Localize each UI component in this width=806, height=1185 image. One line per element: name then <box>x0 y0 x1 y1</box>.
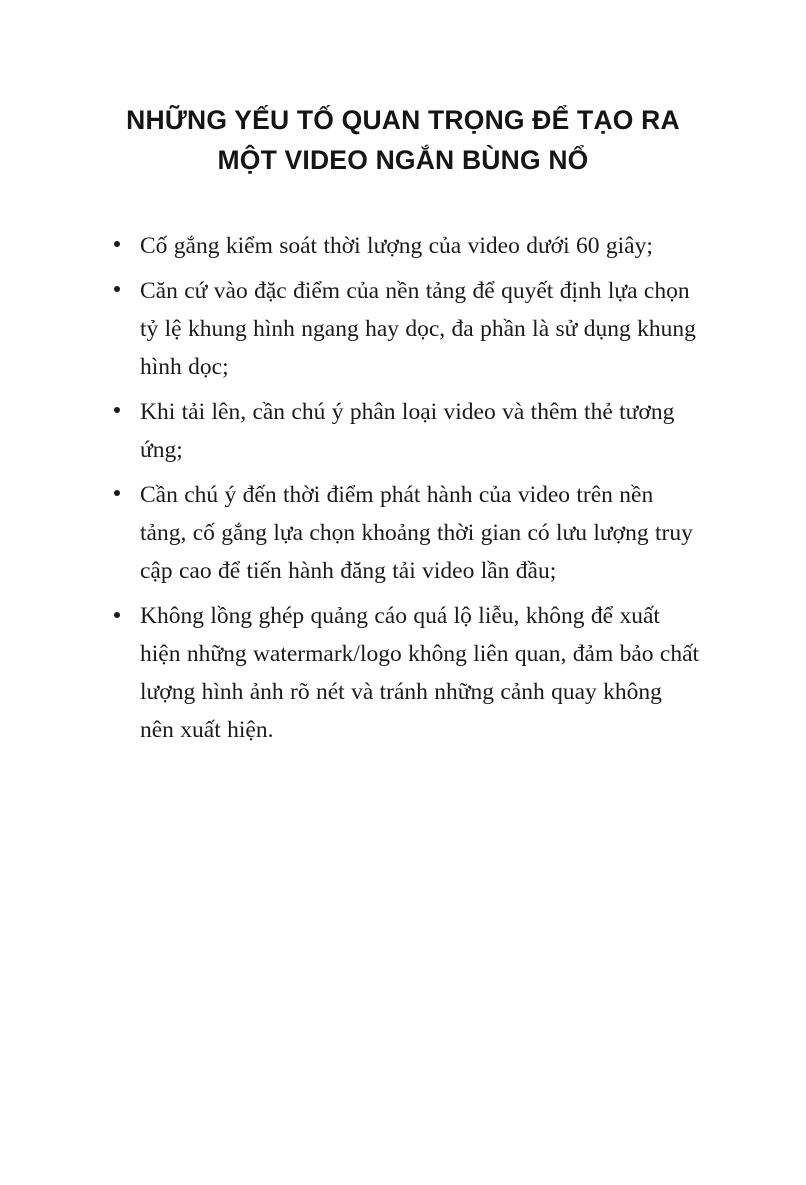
list-item <box>106 227 700 265</box>
bullet-dot-icon <box>114 612 120 618</box>
list-item-text: Cần chú ý đến thời điểm phát hành của video trên nền tảng, cố gắng lựa chọn khoảng thời gian có lưu lượng truy cập cao để tiến hành đăng tải video lần đầu; <box>140 481 693 585</box>
list-item <box>106 272 700 386</box>
bullet-dot-icon <box>114 490 120 496</box>
list-item-text: Khi tải lên, cần chú ý phân loại video và thêm thẻ tương ứng; <box>140 398 675 463</box>
list-item <box>106 393 700 469</box>
page-title-line-1: NHỮNG YẾU TỐ QUAN TRỌNG ĐỂ TẠO RA <box>126 105 680 135</box>
bullet-list <box>106 227 700 750</box>
list-item-text: Cố gắng kiểm soát thời lượng của video dưới 60 giây; <box>140 232 653 259</box>
page-title-line-2: MỘT VIDEO NGẮN BÙNG NỔ <box>217 145 589 176</box>
list-item <box>106 597 700 749</box>
bullet-dot-icon <box>114 407 120 413</box>
list-item <box>106 476 700 590</box>
list-item-text: Không lồng ghép quảng cáo quá lộ liễu, không để xuất hiện những watermark/logo không liên quan, đảm bảo chất lượng hình ảnh rõ nét và tránh những cảnh quay không nên xuất hiện. <box>140 603 700 744</box>
list-item-text: Căn cứ vào đặc điểm của nền tảng để quyết định lựa chọn tỷ lệ khung hình ngang hay dọc, đa phần là sử dụng khung hình dọc; <box>140 277 696 380</box>
page-title <box>106 100 700 181</box>
bullet-dot-icon <box>114 241 120 247</box>
bullet-dot-icon <box>114 286 120 292</box>
